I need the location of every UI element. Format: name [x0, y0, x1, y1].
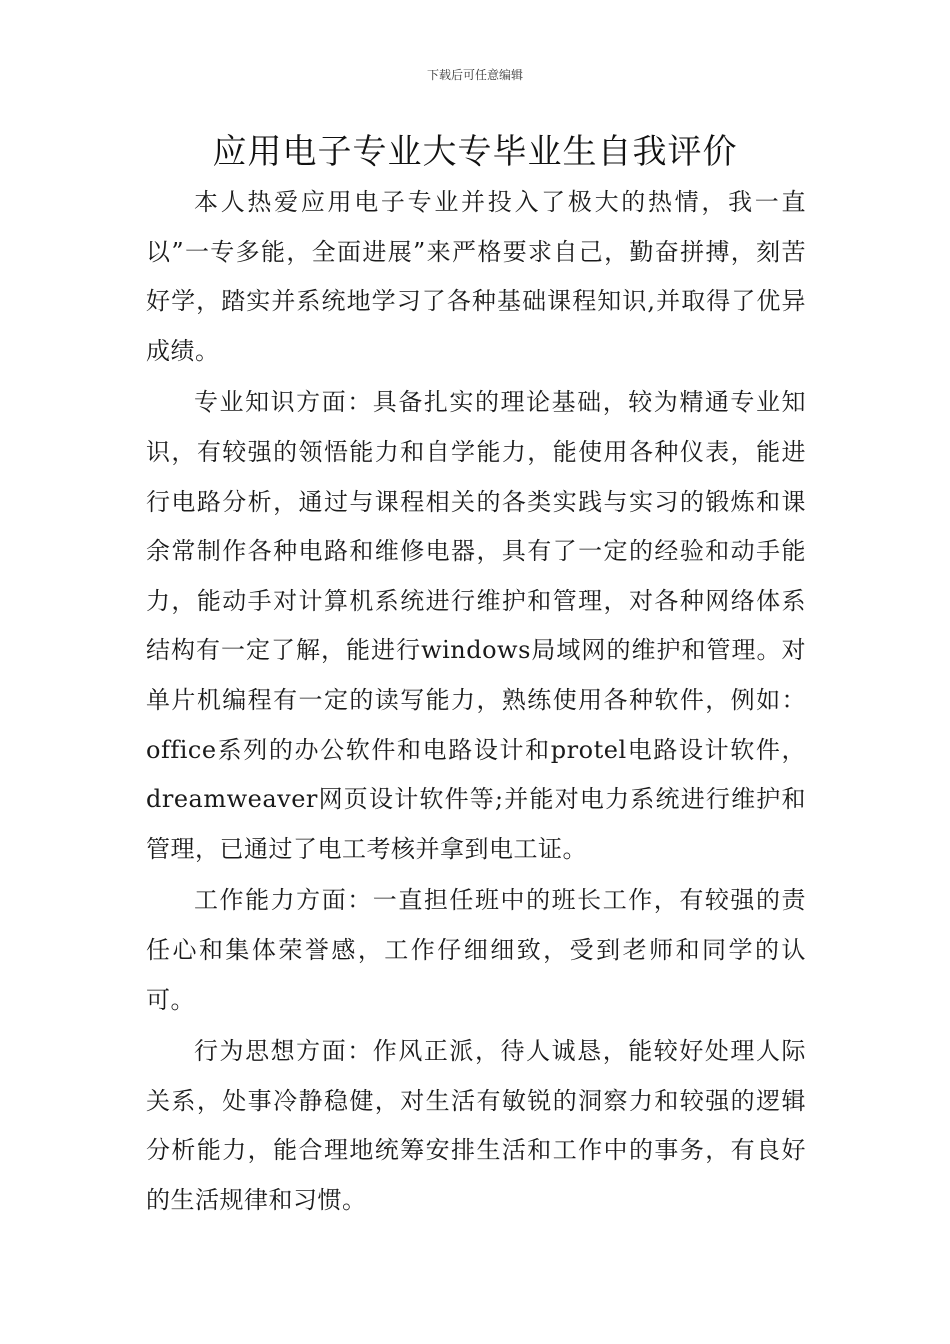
paragraph-intro: 本人热爱应用电子专业并投入了极大的热情，我一直以”一专多能，全面进展”来严格要求自己，勤奋拼搏，刻苦好学，踏实并系统地学习了各种基础课程知识,并取得了优异成绩。	[146, 188, 806, 365]
document-title: 应用电子专业大专毕业生自我评价	[212, 132, 738, 172]
paragraph-conduct: 行为思想方面：作风正派，待人诚恳，能较好处理人际关系，处事冷静稳健，对生活有敏锐的洞察力和较强的逻辑分析能力，能合理地统筹安排生活和工作中的事务，有良好的生活规律和习惯。	[146, 1037, 806, 1214]
document-body	[146, 178, 806, 1227]
header-note: 下载后可任意编辑	[426, 68, 523, 82]
paragraph-professional-knowledge: 专业知识方面：具备扎实的理论基础，较为精通专业知识，有较强的领悟能力和自学能力，能使用各种仪表，能进行电路分析，通过与课程相关的各类实践与实习的锻炼和课余常制作各种电路和维修电器，具有了一定的经验和动手能力，能动手对计算机系统进行维护和管理，对各种网络体系结构有一定了解，能进行windows局域网的维护和管理。对单片机编程有一定的读写能力，熟练使用各种软件，例如：office系列的办公软件和电路设计和protel电路设计软件，dreamweaver网页设计软件等;并能对电力系统进行维护和管理，已通过了电工考核并拿到电工证。	[146, 388, 806, 863]
paragraph-work-ability: 工作能力方面：一直担任班中的班长工作，有较强的责任心和集体荣誉感，工作仔细细致，受到老师和同学的认可。	[146, 886, 806, 1014]
